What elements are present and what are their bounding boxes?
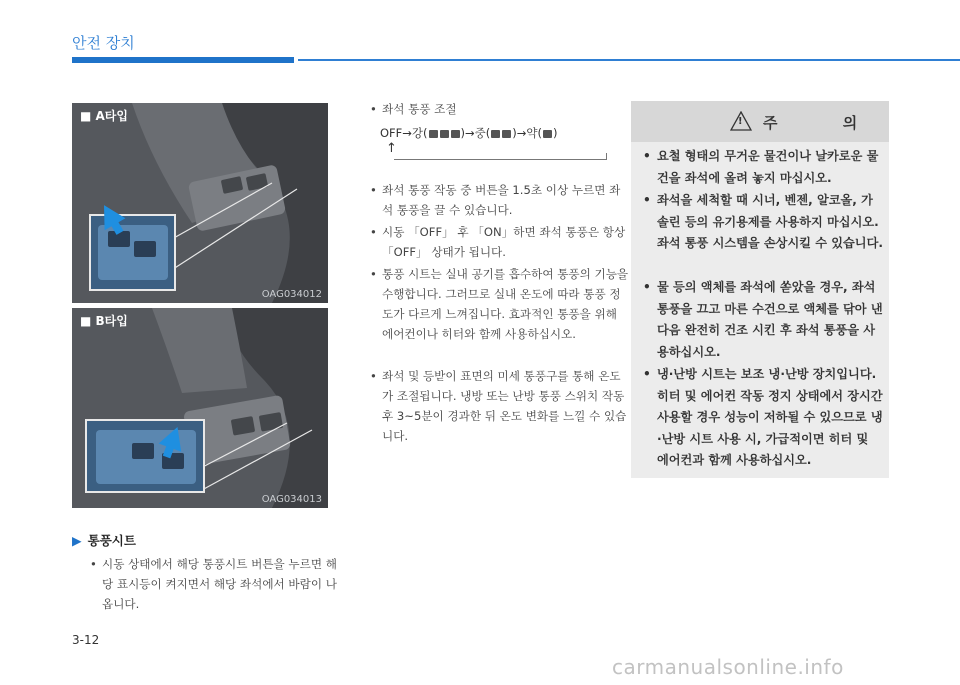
arrow-icon: → (465, 126, 475, 140)
section-title (72, 531, 136, 549)
chapter-title: 안전 장치 (72, 34, 135, 52)
caution-header (631, 101, 889, 142)
warning-mark: ! (738, 116, 743, 127)
page-number: 3-12 (72, 633, 100, 647)
caution-item-text: 좌석을 세척할 때 시너, 벤젠, 알코올, 가솔린 등의 유기용제를 사용하지 마십시오. 좌석 통풍 시스템을 손상시킬 수 있습니다. (657, 193, 883, 250)
return-line (394, 153, 607, 160)
list-item (370, 222, 630, 262)
seat-level-icon (502, 130, 511, 138)
seat-level-icon (451, 130, 460, 138)
list-item-text: 통풍 시트는 실내 공기를 흡수하여 통풍의 기능을 수행합니다. 그러므로 실내 온도에 따라 통풍 정도가 다르게 느껴집니다. 효과적인 통풍을 위해 에어컨이나 히터와 함께 사용하십시오. (382, 267, 629, 341)
list-item (370, 99, 630, 119)
list-item (90, 554, 340, 614)
caution-item (643, 146, 883, 189)
caution-item (643, 190, 883, 255)
bullet-icon: • (370, 183, 377, 197)
bullet-icon: • (643, 149, 651, 163)
watermark: carmanualsonline.info (612, 655, 844, 679)
arrow-icon: → (402, 126, 412, 140)
seat-level-icon (429, 130, 438, 138)
section-marker-icon: ▶ (72, 533, 82, 548)
bullet-icon: • (643, 280, 651, 294)
seat-level-icon (440, 130, 449, 138)
caution-item (643, 277, 883, 363)
photo-type-b (72, 308, 328, 508)
cycle-low: 약 (526, 126, 538, 140)
caution-title: 주 의 (763, 114, 888, 132)
console-illustration-b (72, 308, 328, 508)
list-item (370, 180, 630, 220)
list-item-text: 좌석 통풍 조절 (382, 102, 457, 116)
list-item-text: 시동 「OFF」 후 「ON」하면 좌석 통풍은 항상 「OFF」 상태가 됩니다. (382, 225, 626, 259)
list-item-text: 시동 상태에서 해당 통풍시트 버튼을 누르면 해당 표시등이 켜지면서 해당 좌석에서 바람이 나옵니다. (102, 557, 337, 611)
cycle-high: 강 (411, 126, 424, 140)
list-item (370, 366, 630, 446)
figure-code-a: OAG034012 (261, 289, 322, 300)
caution-item-text: 요철 형태의 무거운 물건이나 날카로운 물건을 좌석에 올려 놓지 마십시오. (657, 149, 879, 185)
bullet-icon: • (90, 557, 97, 571)
list-item (370, 264, 630, 344)
figure-code-b: OAG034013 (261, 494, 322, 505)
list-item-text: 좌석 통풍 작동 중 버튼을 1.5초 이상 누르면 좌석 통풍을 끌 수 있습니다. (382, 183, 621, 217)
caution-item (643, 364, 883, 472)
bullet-icon: • (643, 367, 651, 381)
section-title-text: 통풍시트 (87, 533, 136, 548)
list-item-text: 좌석 및 등받이 표면의 미세 통풍구를 통해 온도가 조절됩니다. 냉방 또는 난방 통풍 스위치 작동 후 3~5분이 경과한 뒤 온도 변화를 느낄 수 있습니다. (382, 369, 627, 443)
seat-level-icon (543, 130, 552, 138)
ventilation-cycle-diagram (374, 125, 634, 165)
cycle-off: OFF (380, 126, 403, 140)
photo-type-a (72, 103, 328, 303)
bullet-icon: • (370, 225, 377, 239)
arrow-icon: → (516, 126, 527, 140)
photo-label-b: ■ B타입 (80, 314, 128, 328)
header-bar (72, 57, 294, 63)
photo-label-a: ■ A타입 (80, 109, 128, 123)
bullet-icon: • (370, 369, 377, 383)
caution-item-text: 냉·난방 시트는 보조 냉·난방 장치입니다. 히터 및 에어컨 작동 정지 상태에서 장시간 사용할 경우 성능이 저하될 수 있으므로 냉·난방 시트 사용 시, 가급적이면 히터 및 에어컨과 함께 사용하십시오. (657, 367, 883, 467)
return-arrow-icon: ↑ (386, 141, 397, 156)
caution-item-text: 물 등의 액체를 좌석에 쏟았을 경우, 좌석 통풍을 끄고 마른 수건으로 액체를 닦아 낸 다음 완전히 건조 시킨 후 좌석 통풍을 사용하십시오. (657, 280, 883, 359)
bullet-icon: • (370, 267, 377, 281)
header-rule (298, 59, 960, 61)
cycle-mid: 중 (474, 126, 486, 140)
seat-level-icon (491, 130, 500, 138)
bullet-icon: • (370, 102, 377, 116)
caution-box (631, 101, 889, 478)
cycle-sequence: OFF→강( )→중( )→약( ) (380, 126, 558, 140)
bullet-icon: • (643, 193, 651, 207)
console-illustration-a (72, 103, 328, 303)
